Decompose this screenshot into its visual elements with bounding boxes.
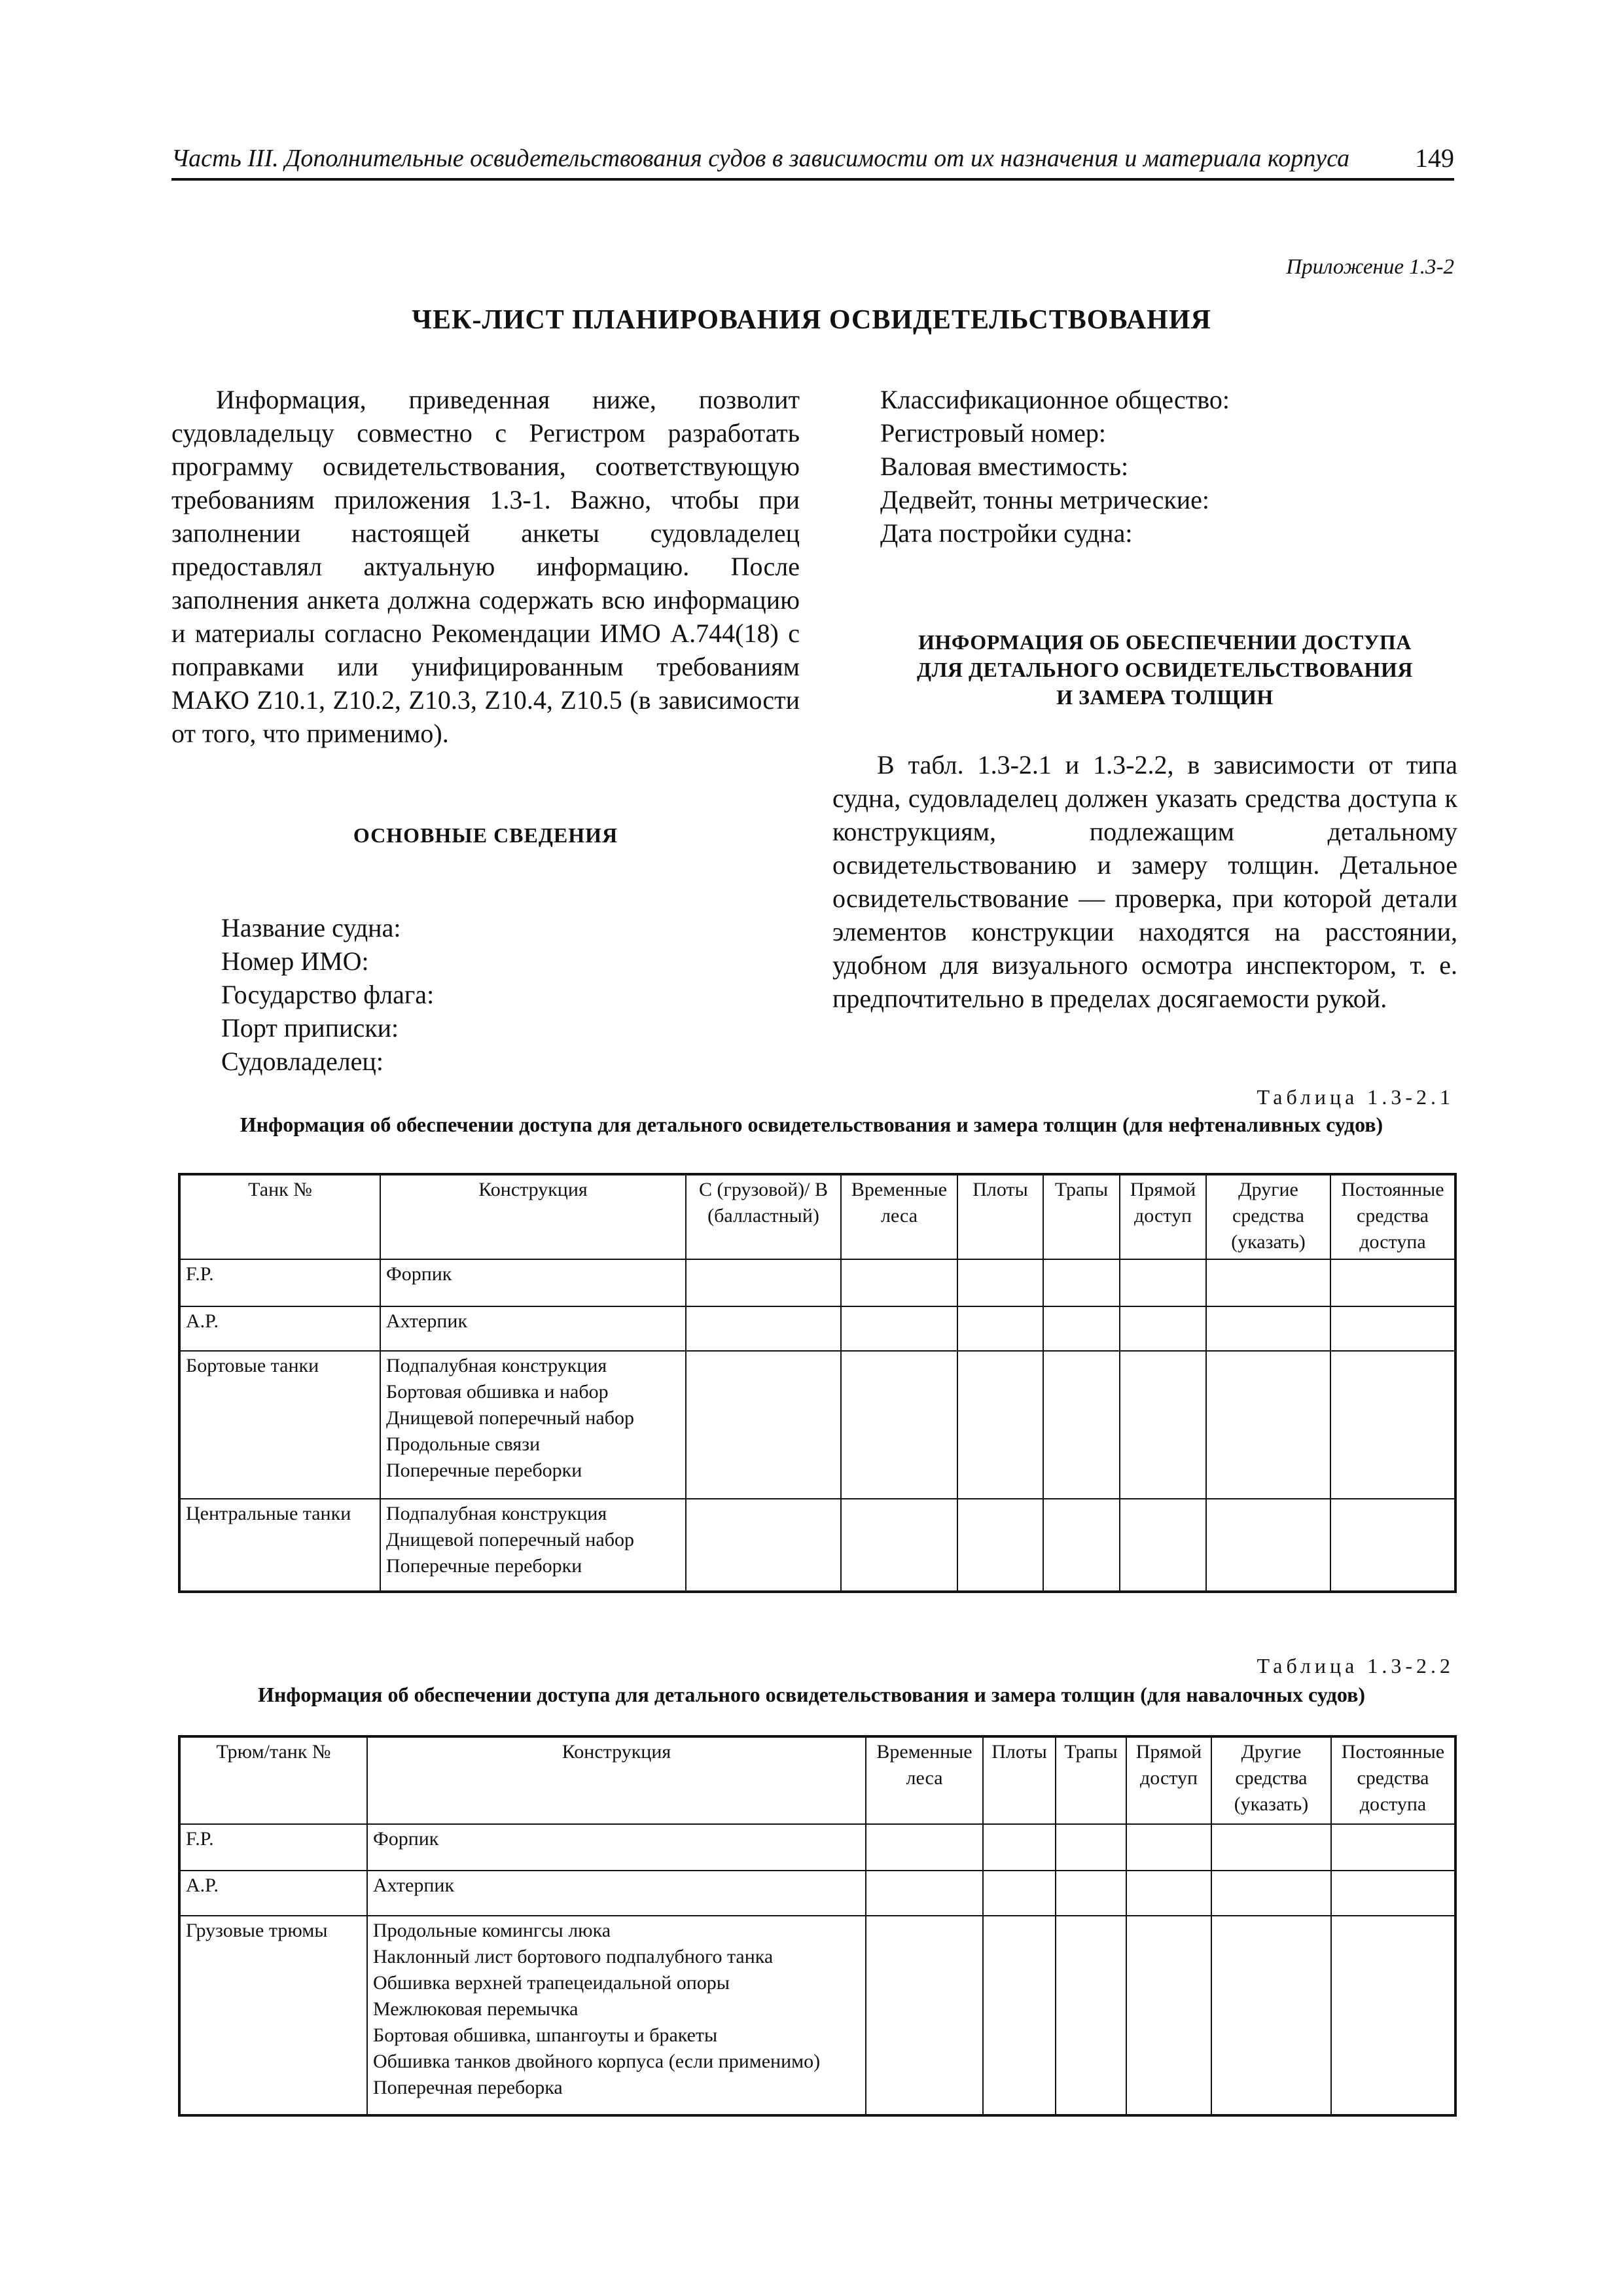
input-cell[interactable] xyxy=(1120,1499,1206,1592)
structure-cell xyxy=(367,1824,866,1871)
page-title: ЧЕК-ЛИСТ ПЛАНИРОВАНИЯ ОСВИДЕТЕЛЬСТВОВАНИЯ xyxy=(412,305,1211,335)
input-cell[interactable] xyxy=(686,1306,841,1351)
table-oil-tankers xyxy=(178,1173,1457,1593)
structure-item: Наклонный лист бортового подпалубного танка xyxy=(373,1946,774,1967)
field-gross-tonnage: Валовая вместимость: xyxy=(880,452,1129,481)
field-class-society: Классификационное общество: xyxy=(880,385,1230,414)
table-bulk-carriers xyxy=(178,1735,1457,2117)
column-header: Трапы xyxy=(1043,1174,1120,1259)
input-cell[interactable] xyxy=(841,1259,957,1306)
input-cell[interactable] xyxy=(1211,1916,1331,2115)
input-cell[interactable] xyxy=(1126,1871,1211,1916)
structure-item: Продольные комингсы люка xyxy=(373,1920,611,1941)
column-header: Плоты xyxy=(957,1174,1043,1259)
column-header: Постоянные средства доступа xyxy=(1330,1174,1455,1259)
table-row xyxy=(179,1351,1455,1499)
input-cell[interactable] xyxy=(686,1259,841,1306)
column-header: Временные леса xyxy=(866,1736,983,1824)
basic-info-heading: ОСНОВНЫЕ СВЕДЕНИЯ xyxy=(353,823,618,847)
structure-item: Межлюковая перемычка xyxy=(373,1998,579,2020)
input-cell[interactable] xyxy=(957,1351,1043,1499)
input-cell[interactable] xyxy=(686,1499,841,1592)
access-heading-line: ИНФОРМАЦИЯ ОБ ОБЕСПЕЧЕНИИ ДОСТУПА xyxy=(918,630,1412,654)
input-cell[interactable] xyxy=(1330,1306,1455,1351)
field-register-number: Регистровый номер: xyxy=(880,418,1106,448)
structure-item: Бортовая обшивка, шпангоуты и бракеты xyxy=(373,2024,718,2046)
structure-cell xyxy=(380,1259,686,1306)
input-cell[interactable] xyxy=(866,1824,983,1871)
table-row xyxy=(179,1306,1455,1351)
input-cell[interactable] xyxy=(1206,1351,1330,1499)
tank-cell: Грузовые трюмы xyxy=(179,1916,367,2115)
access-heading xyxy=(851,628,1479,711)
structure-item: Форпик xyxy=(373,1828,439,1850)
input-cell[interactable] xyxy=(957,1499,1043,1592)
column-header: Постоянные средства доступа xyxy=(1331,1736,1455,1824)
input-cell[interactable] xyxy=(1206,1306,1330,1351)
structure-item: Продольные связи xyxy=(386,1433,541,1455)
input-cell[interactable] xyxy=(1211,1824,1331,1871)
vessel-fields xyxy=(221,911,797,1078)
column-header: Другие средства (указать) xyxy=(1206,1174,1330,1259)
structure-item: Обшивка верхней трапецеидальной опоры xyxy=(373,1972,730,1994)
input-cell[interactable] xyxy=(1331,1824,1455,1871)
structure-cell xyxy=(380,1351,686,1499)
column-header: Танк № xyxy=(179,1174,380,1259)
class-fields xyxy=(880,383,1456,550)
input-cell[interactable] xyxy=(1056,1824,1126,1871)
field-build-date: Дата постройки судна: xyxy=(880,518,1133,548)
input-cell[interactable] xyxy=(1206,1259,1330,1306)
input-cell[interactable] xyxy=(1211,1871,1331,1916)
tank-cell: Центральные танки xyxy=(179,1499,380,1592)
field-imo-number: Номер ИМО: xyxy=(221,946,369,976)
input-cell[interactable] xyxy=(1126,1824,1211,1871)
input-cell[interactable] xyxy=(841,1306,957,1351)
structure-item: Подпалубная конструкция xyxy=(386,1503,607,1524)
input-cell[interactable] xyxy=(841,1351,957,1499)
input-cell[interactable] xyxy=(1120,1306,1206,1351)
structure-item: Ахтерпик xyxy=(386,1310,468,1332)
field-flag-state: Государство флага: xyxy=(221,980,435,1009)
input-cell[interactable] xyxy=(957,1306,1043,1351)
access-text: В табл. 1.3-2.1 и 1.3-2.2, в зависимости от типа судна, судовладелец должен указать средства доступа к конструкциям, подлежащим детальному освидетельствованию и замеру толщин. Детальное освидетельствование — проверка, при которой детали элементов конструкции находятся на расстоянии, удобном для визуального осмотра инспектором, т. е. предпочтительно в пределах досягаемости рукой. xyxy=(832,750,1457,1013)
page-number: 149 xyxy=(1415,143,1454,173)
structure-item: Бортовая обшивка и набор xyxy=(386,1381,609,1403)
input-cell[interactable] xyxy=(1043,1499,1120,1592)
structure-cell xyxy=(367,1871,866,1916)
table-row xyxy=(179,1259,1455,1306)
column-header: Прямой доступ xyxy=(1126,1736,1211,1824)
input-cell[interactable] xyxy=(983,1824,1056,1871)
column-header: Временные леса xyxy=(841,1174,957,1259)
column-header: Трюм/танк № xyxy=(179,1736,367,1824)
input-cell[interactable] xyxy=(686,1351,841,1499)
structure-item: Поперечные переборки xyxy=(386,1460,582,1481)
field-vessel-name: Название судна: xyxy=(221,913,401,942)
access-heading-line: И ЗАМЕРА ТОЛЩИН xyxy=(1056,685,1274,709)
table-row xyxy=(179,1916,1455,2115)
input-cell[interactable] xyxy=(1331,1871,1455,1916)
column-header: Другие средства (указать) xyxy=(1211,1736,1331,1824)
structure-item: Днищевой поперечный набор xyxy=(386,1529,634,1551)
access-paragraph xyxy=(832,748,1457,1015)
input-cell[interactable] xyxy=(1120,1259,1206,1306)
input-cell[interactable] xyxy=(1043,1259,1120,1306)
tank-cell: A.P. xyxy=(179,1306,380,1351)
input-cell[interactable] xyxy=(983,1871,1056,1916)
table-row xyxy=(179,1499,1455,1592)
input-cell[interactable] xyxy=(1330,1351,1455,1499)
structure-item: Поперечные переборки xyxy=(386,1555,582,1577)
table-row xyxy=(179,1824,1455,1871)
input-cell[interactable] xyxy=(866,1916,983,2115)
table2-caption: Информация об обеспечении доступа для детального освидетельствования и замера толщин (для навалочных судов) xyxy=(257,1683,1366,1706)
table-header-row xyxy=(179,1736,1455,1824)
field-shipowner: Судовладелец: xyxy=(221,1047,383,1076)
input-cell[interactable] xyxy=(866,1871,983,1916)
column-header: Трапы xyxy=(1056,1736,1126,1824)
structure-cell xyxy=(380,1306,686,1351)
input-cell[interactable] xyxy=(1056,1916,1126,2115)
running-header-title: Часть III. Дополнительные освидетельствования судов в зависимости от их назначения и материала корпуса xyxy=(171,145,1350,172)
column-header: Конструкция xyxy=(380,1174,686,1259)
input-cell[interactable] xyxy=(1043,1306,1120,1351)
input-cell[interactable] xyxy=(1330,1259,1455,1306)
tank-cell: A.P. xyxy=(179,1871,367,1916)
intro-text: Информация, приведенная ниже, позволит судовладельцу совместно с Регистром разработать программу освидетельствования, соответствующую требованиям приложения 1.3-1. Важно, чтобы при заполнении настоящей анкеты судовладелец предоставлял актуальную информацию. После заполнения анкета должна содержать всю информацию и материалы согласно Рекомендации ИМО A.744(18) с поправками или унифицированным требованиям МАКО Z10.1, Z10.2, Z10.3, Z10.4, Z10.5 (в зависимости от того, что применимо). xyxy=(171,385,800,748)
structure-cell xyxy=(367,1916,866,2115)
structure-item: Днищевой поперечный набор xyxy=(386,1407,634,1429)
tank-cell: Бортовые танки xyxy=(179,1351,380,1499)
structure-item: Обшивка танков двойного корпуса (если применимо) xyxy=(373,2051,821,2072)
structure-item: Поперечная переборка xyxy=(373,2077,563,2098)
input-cell[interactable] xyxy=(1206,1499,1330,1592)
table1-caption: Информация об обеспечении доступа для детального освидетельствования и замера толщин (для нефтеналивных судов) xyxy=(240,1113,1383,1136)
appendix-label: Приложение 1.3-2 xyxy=(1286,255,1454,279)
tank-cell: F.P. xyxy=(179,1259,380,1306)
input-cell[interactable] xyxy=(1126,1916,1211,2115)
column-header: Плоты xyxy=(983,1736,1056,1824)
structure-item: Ахтерпик xyxy=(373,1874,455,1896)
table-row xyxy=(179,1871,1455,1916)
input-cell[interactable] xyxy=(1331,1916,1455,2115)
access-heading-line: ДЛЯ ДЕТАЛЬНОГО ОСВИДЕТЕЛЬСТВОВАНИЯ xyxy=(917,658,1413,681)
table-header-row xyxy=(179,1174,1455,1259)
column-header: Конструкция xyxy=(367,1736,866,1824)
header-rule xyxy=(171,178,1454,181)
intro-paragraph xyxy=(171,383,800,750)
table1-label: Таблица 1.3-2.1 xyxy=(1257,1085,1454,1109)
structure-cell xyxy=(380,1499,686,1592)
structure-item: Подпалубная конструкция xyxy=(386,1355,607,1376)
field-port-of-registry: Порт приписки: xyxy=(221,1013,399,1043)
field-deadweight: Дедвейт, тонны метрические: xyxy=(880,485,1210,514)
table2-label: Таблица 1.3-2.2 xyxy=(1257,1654,1454,1677)
input-cell[interactable] xyxy=(1056,1871,1126,1916)
column-header: С (грузовой)/ В (балластный) xyxy=(686,1174,841,1259)
input-cell[interactable] xyxy=(1043,1351,1120,1499)
structure-item: Форпик xyxy=(386,1263,452,1285)
tank-cell: F.P. xyxy=(179,1824,367,1871)
input-cell[interactable] xyxy=(983,1916,1056,2115)
column-header: Прямой доступ xyxy=(1120,1174,1206,1259)
input-cell[interactable] xyxy=(1120,1351,1206,1499)
input-cell[interactable] xyxy=(841,1499,957,1592)
input-cell[interactable] xyxy=(1330,1499,1455,1592)
input-cell[interactable] xyxy=(957,1259,1043,1306)
